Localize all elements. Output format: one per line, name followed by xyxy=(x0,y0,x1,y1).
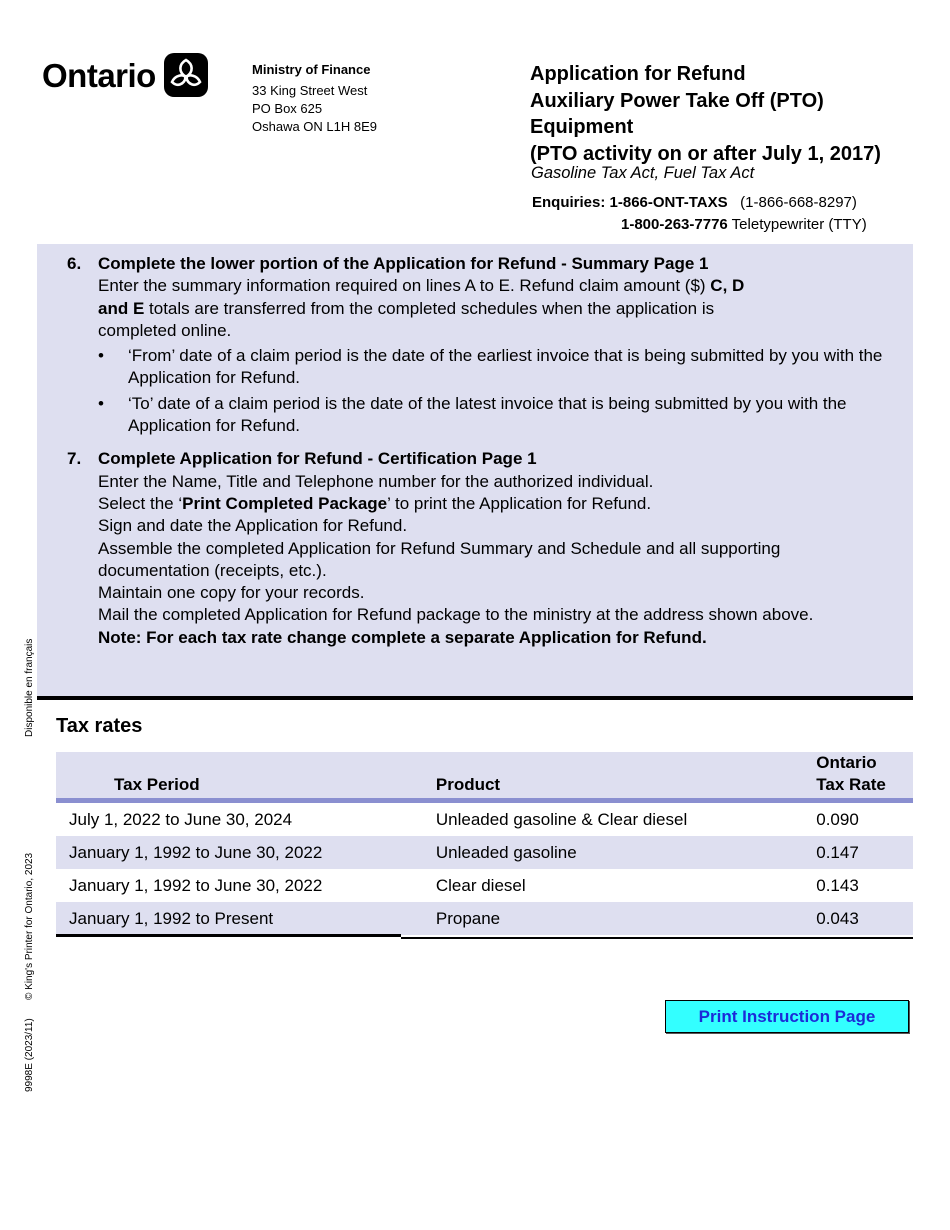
step-7-line-2-post: ’ to print the Application for Refund. xyxy=(387,493,652,513)
rate-cell: 0.043 xyxy=(816,902,913,935)
table-row xyxy=(56,801,913,837)
step-7-title: Complete Application for Refund - Certification Page 1 xyxy=(98,449,537,469)
step-7-line-5: Maintain one copy for your records. xyxy=(98,583,365,603)
rate-cell: 0.143 xyxy=(816,875,859,895)
bullet-item xyxy=(98,393,887,438)
product-cell: Clear diesel xyxy=(435,875,526,895)
enquiries-phone-1-alt: (1-866-668-8297) xyxy=(740,194,857,211)
bullet-from-date: ‘From’ date of a claim period is the date of the earliest invoice that is being submitted by you with the Application for Refund. xyxy=(128,346,883,388)
period-cell: January 1, 1992 to June 30, 2022 xyxy=(56,836,436,869)
period-cell: July 1, 2022 to June 30, 2024 xyxy=(69,809,293,829)
step-7-line-3: Sign and date the Application for Refund. xyxy=(98,516,408,536)
column-header-product: Product xyxy=(436,752,816,801)
product-cell: Unleaded gasoline & Clear diesel xyxy=(435,809,688,829)
address-line-2: PO Box 625 xyxy=(252,101,323,116)
table-bottom-rule-left xyxy=(56,934,401,937)
title-line-1: Application for Refund xyxy=(530,63,746,85)
step-7-line-1: Enter the Name, Title and Telephone number for the authorized individual. xyxy=(98,471,654,491)
logo-wordmark: Ontario xyxy=(42,56,156,94)
product-cell: Unleaded gasoline xyxy=(436,836,816,869)
step-7 xyxy=(67,448,887,649)
step-6-text xyxy=(98,275,887,342)
step-7-line-4: Assemble the completed Application for Refund Summary and Schedule and all supporting documentation (receipts, etc.). xyxy=(98,538,781,580)
bullet-icon: • xyxy=(98,393,104,413)
trillium-icon xyxy=(163,52,209,98)
step-6-text-a: Enter the summary information required on lines A to E. Refund claim amount ($) xyxy=(98,276,711,296)
print-instruction-page-button[interactable]: Print Instruction Page xyxy=(665,1000,909,1033)
enquiries-phone-2: 1-800-263-7776 xyxy=(621,216,728,233)
title-line-2: Auxiliary Power Take Off (PTO) xyxy=(530,89,824,112)
step-6 xyxy=(67,253,887,440)
column-header-rate xyxy=(816,752,913,801)
step-7-line-2-pre: Select the ‘ xyxy=(98,493,183,513)
french-availability: Disponible en français xyxy=(24,638,35,737)
step-6-number: 6. xyxy=(67,254,82,273)
step-6-text-c: completed online. xyxy=(98,320,232,340)
title-line-3: Equipment xyxy=(530,116,634,138)
table-header-row xyxy=(56,752,913,801)
step-6-text-b: totals are transferred from the completed schedules when the application is xyxy=(144,298,715,318)
table-row xyxy=(56,902,913,935)
tax-rates-heading: Tax rates xyxy=(56,715,143,737)
ontario-logo xyxy=(42,52,209,98)
enquiries-label: Enquiries: xyxy=(532,194,606,211)
rate-cell: 0.090 xyxy=(816,809,859,829)
table-row xyxy=(56,836,913,869)
address-line-1: 33 King Street West xyxy=(252,83,368,98)
address-line-3: Oshawa ON L1H 8E9 xyxy=(252,119,378,134)
tax-rates-table xyxy=(56,752,913,935)
step-7-note: Note: For each tax rate change complete a separate Application for Refund. xyxy=(98,627,707,647)
table-bottom-rule-right xyxy=(401,937,913,939)
period-cell: January 1, 1992 to Present xyxy=(56,902,436,935)
period-cell: January 1, 1992 to June 30, 2022 xyxy=(69,875,323,895)
rate-header-line-2: Tax Rate xyxy=(816,774,886,794)
step-6-title: Complete the lower portion of the Application for Refund - Summary Page 1 xyxy=(98,254,709,273)
ministry-name: Ministry of Finance xyxy=(252,62,371,77)
rate-cell: 0.147 xyxy=(816,836,913,869)
step-7-line-6: Mail the completed Application for Refund package to the ministry at the address shown above. xyxy=(98,605,814,625)
step-6-bold-cd: C, D xyxy=(710,276,745,296)
form-title xyxy=(530,61,930,167)
copyright-notice: © King's Printer for Ontario, 2023 xyxy=(24,852,35,1000)
step-7-line-2-bold: Print Completed Package xyxy=(182,493,388,513)
enquiries-phone-2-desc: Teletypewriter (TTY) xyxy=(731,216,867,233)
title-line-4: (PTO activity on or after July 1, 2017) xyxy=(530,142,881,165)
form-id: 9998E (2023/11) xyxy=(24,1018,35,1092)
product-cell: Propane xyxy=(436,902,816,935)
applicable-acts: Gasoline Tax Act, Fuel Tax Act xyxy=(531,164,755,182)
ministry-address xyxy=(252,61,377,136)
enquiries-phone-1: 1-866-ONT-TAXS xyxy=(609,194,728,211)
bullet-item xyxy=(98,345,887,390)
column-header-period: Tax Period xyxy=(56,752,436,801)
rate-header-line-1: Ontario xyxy=(816,753,877,772)
bullet-to-date: ‘To’ date of a claim period is the date of the latest invoice that is being submitted by you with the Application for Refund. xyxy=(128,393,847,436)
step-6-bold-e: and E xyxy=(98,298,145,318)
step-7-number: 7. xyxy=(67,449,82,469)
table-row xyxy=(56,869,913,902)
step-7-line-2 xyxy=(98,493,887,515)
instructions-panel xyxy=(37,244,913,700)
enquiries xyxy=(532,192,867,236)
bullet-icon: • xyxy=(98,346,104,366)
